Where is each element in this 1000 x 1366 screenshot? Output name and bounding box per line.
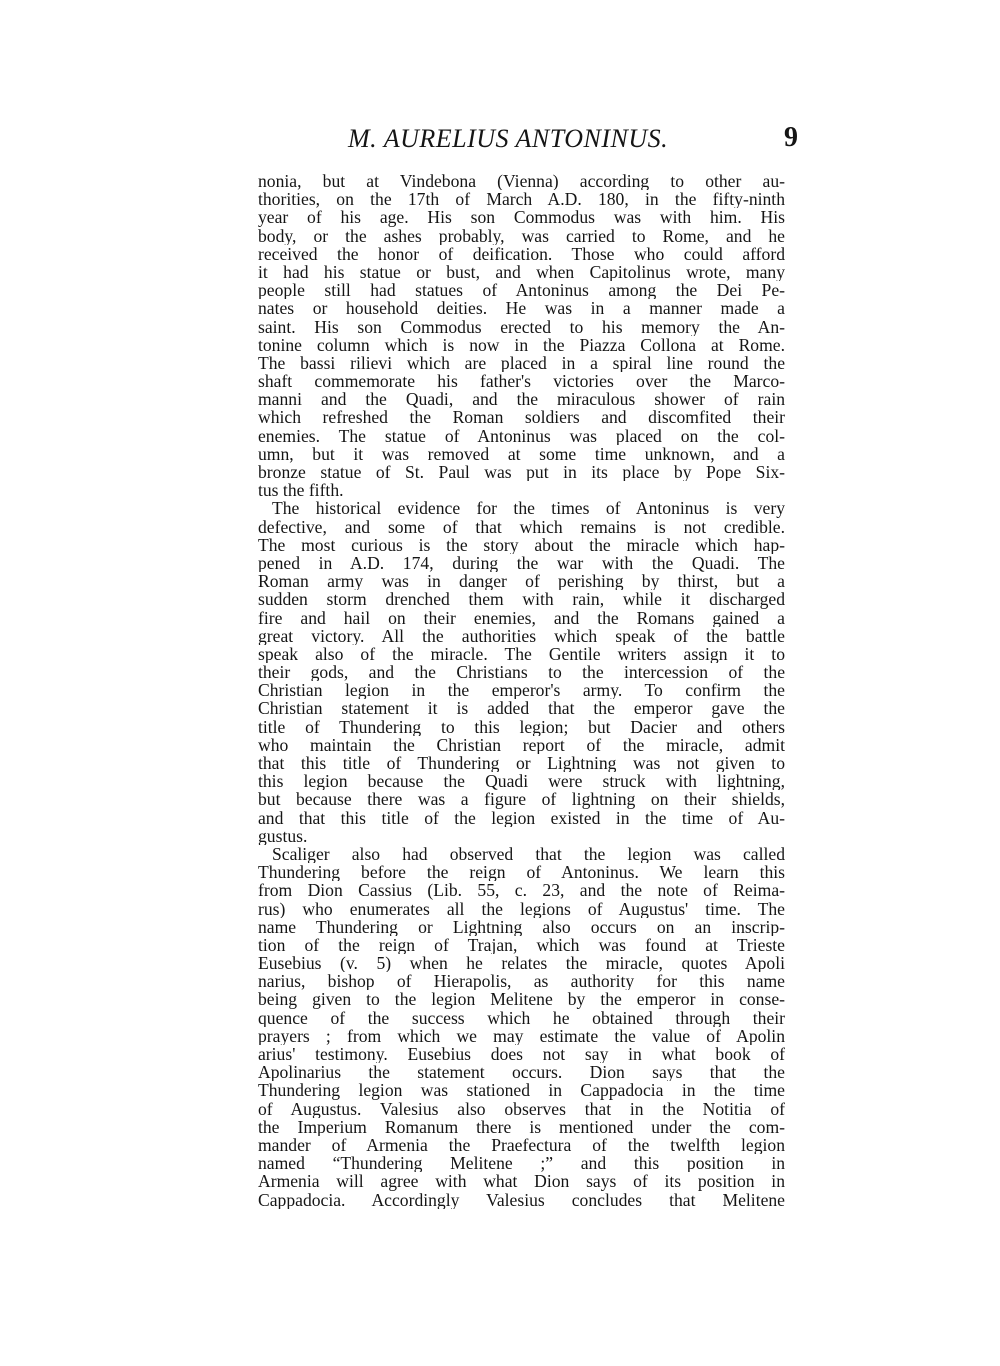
text-line: Christian statement it is added that the emperor gave the (258, 699, 785, 718)
text-line: gustus. (258, 826, 308, 845)
text-line: their gods, and the Christians to the intercession of the (258, 663, 785, 682)
paragraph (258, 845, 785, 1209)
text-line: shaft commemorate his father's victories over the Marco- (258, 372, 785, 391)
text-line: body, or the ashes probably, was carried to Rome, and he (258, 226, 785, 245)
text-line: Thundering legion was stationed in Cappadocia in the time (258, 1081, 785, 1100)
text-line: mander of Armenia the Praefectura of the twelfth legion (258, 1135, 785, 1155)
text-line: sudden storm drenched them with rain, while it discharged (258, 590, 785, 609)
text-line: named “Thundering Melitene ;” and this position in (258, 1154, 785, 1173)
text-line: The historical evidence for the times of Antoninus is very (272, 499, 785, 518)
text-line: received the honor of deification. Those who could afford (258, 244, 785, 263)
text-line: narius, bishop of Hierapolis, as authority for this name (258, 972, 785, 991)
text-line: nonia, but at Vindebona (Vienna) according to other au- (258, 172, 785, 191)
text-line: prayers ; from which we may estimate the value of Apolin (258, 1026, 785, 1045)
text-line: year of his age. His son Commodus was with him. His (258, 208, 785, 227)
body-text (258, 172, 785, 1209)
text-line: who maintain the Christian report of the miracle, admit (258, 735, 785, 754)
text-line: which refreshed the Roman soldiers and discomfited their (258, 408, 785, 427)
text-line: Thundering before the reign of Antoninus. We learn this (258, 863, 785, 882)
text-line: great victory. All the authorities which speak of the battle (258, 626, 785, 645)
text-line: Christian legion in the emperor's army. To confirm the (258, 681, 785, 700)
text-line: this legion because the Quadi were struck with lightning, (258, 772, 785, 791)
text-line: it had his statue or bust, and when Capitolinus wrote, many (258, 262, 785, 282)
text-line: saint. His son Commodus erected to his memory the An- (258, 317, 785, 336)
text-line: umn, but it was removed at some time unknown, and a (258, 444, 785, 463)
text-line: and that this title of the legion existed in the time of Au- (258, 808, 785, 827)
text-line: thorities, on the 17th of March A.D. 180, in the fifty-ninth (258, 190, 785, 209)
text-line: Roman army was in danger of perishing by thirst, but a (258, 572, 785, 591)
text-line: tion of the reign of Trajan, which was found at Trieste (258, 935, 785, 955)
text-line: the Imperium Romanum there is mentioned under the com- (258, 1117, 785, 1136)
text-line: enemies. The statue of Antoninus was placed on the col- (258, 426, 785, 445)
text-line: being given to the legion Melitene by the emperor in conse- (258, 990, 785, 1009)
running-title: M. AURELIUS ANTONINUS. (348, 124, 669, 153)
text-line: tonine column which is now in the Piazza Collona at Rome. (258, 335, 785, 354)
text-line: Cappadocia. Accordingly Valesius concludes that Melitene (258, 1190, 785, 1209)
paragraph (258, 172, 785, 499)
paragraph (258, 499, 785, 845)
text-line: people still had statues of Antoninus among the Dei Pe- (258, 281, 785, 300)
text-line: Armenia will agree with what Dion says of its position in (258, 1172, 785, 1191)
text-line: manni and the Quadi, and the miraculous shower of rain (258, 390, 785, 409)
text-line: title of Thundering to this legion; but Dacier and others (258, 717, 785, 736)
text-line: Apolinarius the statement occurs. Dion says that the (258, 1063, 785, 1082)
text-line: The most curious is the story about the miracle which hap- (258, 535, 785, 554)
text-line: quence of the success which he obtained through their (258, 1008, 785, 1027)
text-line: of Augustus. Valesius also observes that in the Notitia of (258, 1099, 785, 1118)
text-line: speak also of the miracle. The Gentile writers assign it to (258, 644, 785, 664)
text-line: but because there was a figure of lightning on their shields, (258, 790, 785, 809)
page-number: 9 (784, 122, 798, 153)
running-head (258, 124, 798, 156)
text-line: nates or household deities. He was in a manner made a (258, 299, 785, 318)
text-line: name Thundering or Lightning also occurs on an inscrip- (258, 917, 785, 936)
text-line: bronze statue of St. Paul was put in its place by Pope Six- (258, 463, 785, 482)
text-line: Eusebius (v. 5) when he relates the miracle, quotes Apoli (258, 954, 785, 973)
text-line: The bassi rilievi which are placed in a spiral line round the (258, 353, 785, 373)
text-line: from Dion Cassius (Lib. 55, c. 23, and the note of Reima- (258, 881, 785, 900)
text-line: tus the fifth. (258, 481, 344, 500)
text-line: that this title of Thundering or Lightning was not given to (258, 754, 785, 773)
text-line: Scaliger also had observed that the legion was called (272, 844, 785, 864)
text-line: pened in A.D. 174, during the war with the Quadi. The (258, 553, 785, 573)
text-line: rus) who enumerates all the legions of Augustus' time. The (258, 899, 785, 918)
text-line: arius' testimony. Eusebius does not say in what book of (258, 1045, 785, 1064)
text-line: defective, and some of that which remains is not credible. (258, 517, 785, 536)
text-line: fire and hail on their enemies, and the Romans gained a (258, 608, 785, 627)
